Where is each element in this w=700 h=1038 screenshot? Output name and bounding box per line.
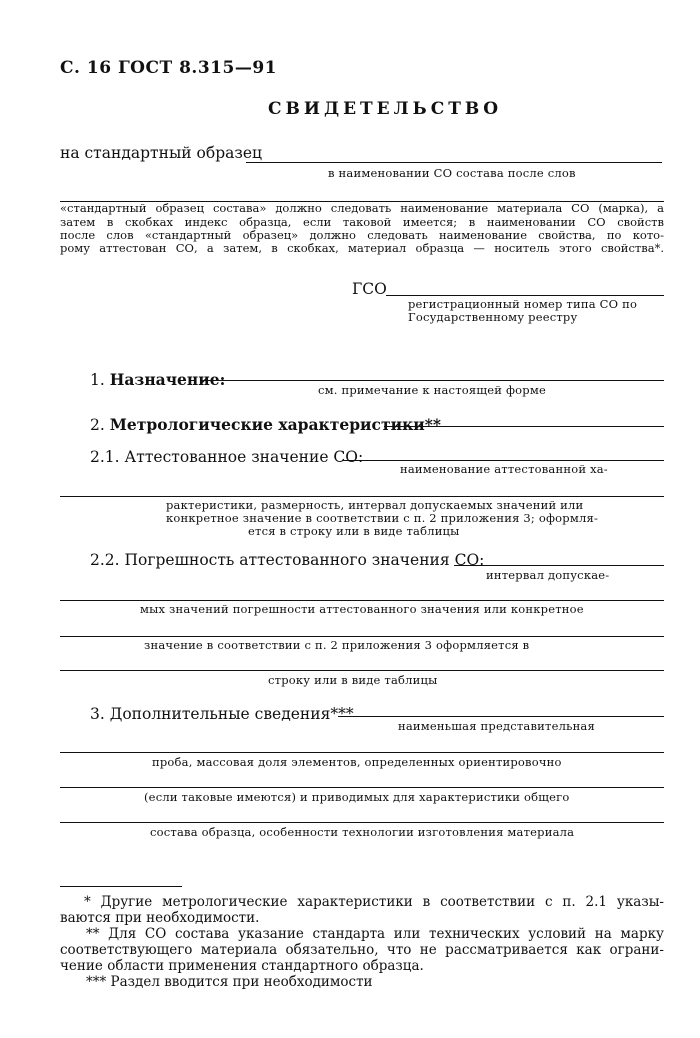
section-2-2-caption-line: строку или в виде таблицы [268,673,438,687]
section-label: Аттестованное значение СО: [124,448,364,466]
gso-caption-line: Государственному реестру [408,310,578,324]
section-2-2-fill-line-4 [60,670,664,671]
section-label: Назначение: [109,370,226,389]
section-2-2-fill-line-2 [60,600,664,601]
intro-note-line: после слов «стандартный образец» должно следовать наименование свойства, по кото- [60,228,664,242]
section-2-2-fill-line [454,565,664,566]
footnote-rule [60,886,182,887]
section-2-2-heading [90,551,484,569]
section-3-heading [90,705,354,723]
section-2-heading [90,415,441,434]
intro-note-line: «стандартный образец состава» должно следовать наименование материала СО (марка), а [60,201,664,215]
section-number: 2. [90,416,105,434]
section-2-1-caption-line: наименование аттестованной ха- [400,462,608,476]
page-header: С. 16 ГОСТ 8.315—91 [60,58,277,78]
section-2-1-fill-line [342,460,664,461]
section-3-caption-line: (если таковые имеются) и приводимых для характеристики общего [144,790,570,804]
footnote-line: соответствующего материала обязательно, что не рассматривается как ограни- [60,942,664,958]
section-number: 2.2. [90,551,120,569]
section-2-fill-line [384,426,664,427]
section-label: Метрологические характеристики** [109,415,441,434]
section-3-fill-line-4 [60,822,664,823]
section-number: 2.1. [90,448,120,466]
section-2-2-caption-line: значение в соответствии с п. 2 приложения 3 оформляется в [144,638,530,652]
section-number: 1. [90,371,105,389]
intro-note-line: затем в скобках индекс образца, если таковой имеется; в наименовании СО свойств [60,215,664,229]
section-label: Дополнительные сведения*** [109,705,354,723]
section-3-caption-line: состава образца, особенности технологии изготовления материала [150,825,575,839]
gso-caption-line: регистрационный номер типа СО по [408,297,638,311]
intro-caption: в наименовании СО состава после слов [328,166,576,180]
footnote-line: ваются при необходимости. [60,910,260,926]
document-title: СВИДЕТЕЛЬСТВО [268,99,503,119]
footnote-line: * Другие метрологические характеристики в соответствии с п. 2.1 указы- [84,894,664,910]
section-2-2-fill-line-3 [60,636,664,637]
gso-fill-line [386,295,664,296]
footnote-line: ** Для СО состава указание стандарта или технических условий на марку [86,926,664,942]
intro-note-line: рому аттестован СО, а затем, в скобках, материал образца — носитель этого свойства*. [60,241,664,255]
footnote-line: чение области применения стандартного образца. [60,958,424,974]
section-label: Погрешность аттестованного значения СО: [124,551,485,569]
intro-label: на стандартный образец [60,144,262,162]
section-2-1-caption-line: рактеристики, размерность, интервал допускаемых значений или [166,498,584,512]
section-1-fill-line [200,380,664,381]
section-2-1-fill-line-2 [60,496,664,497]
footnote-line: *** Раздел вводится при необходимости [86,974,373,990]
section-3-fill-line-2 [60,752,664,753]
section-number: 3. [90,705,105,723]
section-3-fill-line [338,716,664,717]
section-3-fill-line-3 [60,787,664,788]
intro-fill-line [246,162,662,163]
section-2-2-caption-line: мых значений погрешности аттестованного значения или конкретное [140,602,584,616]
section-2-1-caption-line: ется в строку или в виде таблицы [248,524,460,538]
section-1-caption: см. примечание к настоящей форме [318,383,546,397]
gso-label: ГСО [352,280,387,298]
section-2-2-caption-line: интервал допускае- [486,568,610,582]
section-3-caption-line: наименьшая представительная [398,719,595,733]
section-3-caption-line: проба, массовая доля элементов, определенных ориентировочно [152,755,562,769]
section-2-1-caption-line: конкретное значение в соответствии с п. 2 приложения 3; оформля- [166,511,599,525]
section-2-1-heading [90,448,363,466]
